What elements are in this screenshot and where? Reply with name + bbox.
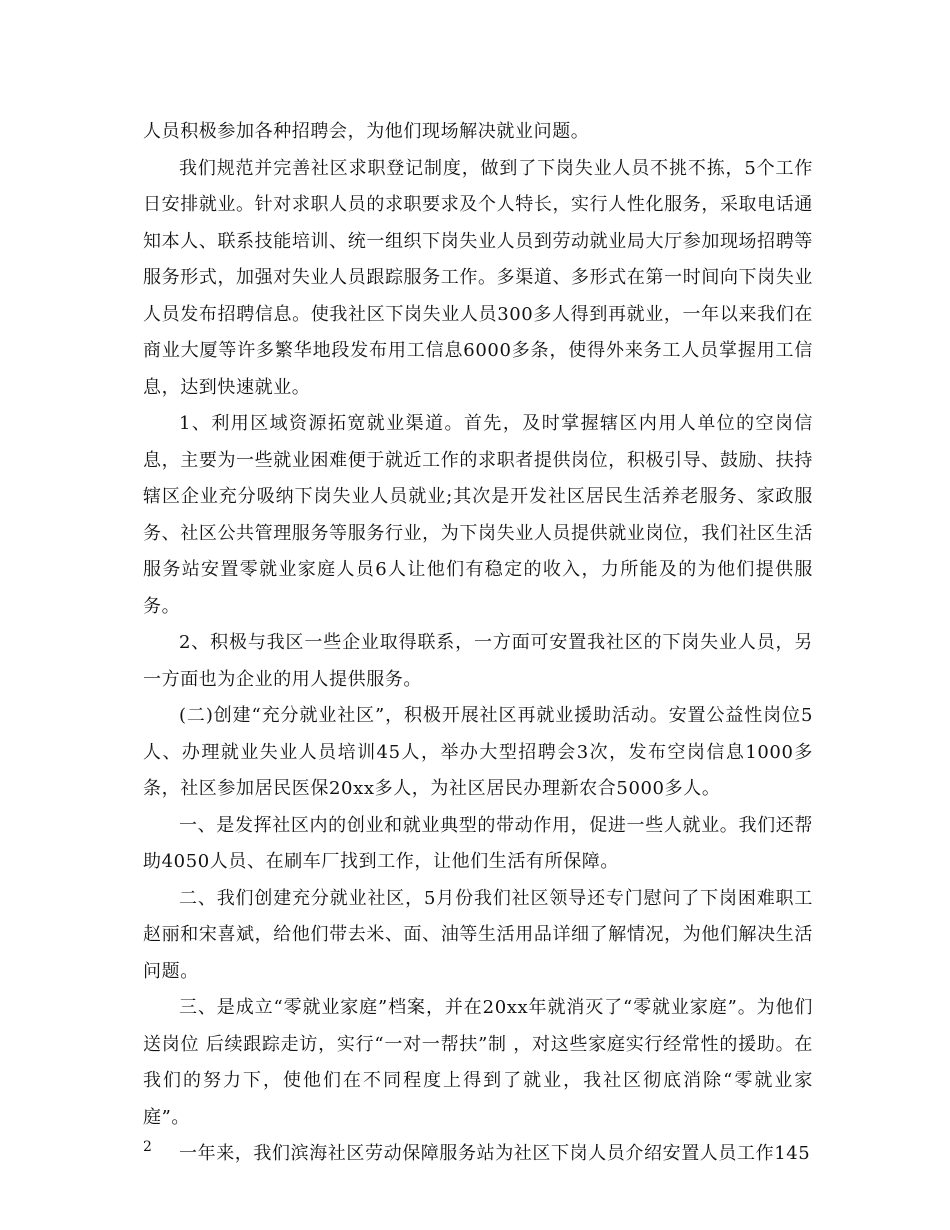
paragraph-8: 三、是成立“零就业家庭”档案，并在20xx年就消灭了“零就业家庭”。为他们送岗位 后续跟踪走访，实行“一对一帮扶”制 ，对这些家庭实行经常性的援助。在我们的努力下，使他们在不同程度上得到了就业，我社区彻底消除“零就业家庭”。 xyxy=(143,997,813,1128)
paragraph-7: 二、我们创建充分就业社区，5月份我们社区领导还专门慰问了下岗困难职工赵丽和宋喜斌，给他们带去米、面、油等生活用品详细了解情况，为他们解决生活问题。 xyxy=(143,887,813,982)
paragraph-2: 我们规范并完善社区求职登记制度，做到了下岗失业人员不挑不拣，5个工作日安排就业。针对求职人员的求职要求及个人特长，实行人性化服务，采取电话通知本人、联系技能培训、统一组织下岗失业人员到劳动就业局大厅参加现场招聘等服务形式，加强对失业人员跟踪服务工作。多渠道、多形式在第一时间向下岗失业人员发布招聘信息。使我社区下岗失业人员300多人得到再就业，一年以来我们在商业大厦等许多繁华地段发布用工信息6000多条，使得外来务工人员掌握用工信息，达到快速就业。 xyxy=(143,157,813,398)
paragraph-5: (二)创建“充分就业社区”，积极开展社区再就业援助活动。安置公益性岗位5人、办理就业失业人员培训45人，举办大型招聘会3次，发布空岗信息1000多条，社区参加居民医保20xx多人，为社区居民办理新农合5000多人。 xyxy=(143,705,813,799)
page-number: 2 xyxy=(143,1139,152,1155)
paragraph-3: 1、利用区域资源拓宽就业渠道。首先，及时掌握辖区内用人单位的空岗信息，主要为一些就业困难便于就近工作的求职者提供岗位，积极引导、鼓励、扶持辖区企业充分吸纳下岗失业人员就业;其次是开发社区居民生活养老服务、家政服务、社区公共管理服务等服务行业，为下岗失业人员提供就业岗位，我们社区生活服务站安置零就业家庭人员6人让他们有稳定的收入，力所能及的为他们提供服务。 xyxy=(143,413,813,617)
paragraph-4: 2、积极与我区一些企业取得联系，一方面可安置我社区的下岗失业人员，另一方面也为企业的用人提供服务。 xyxy=(143,632,813,690)
paragraph-6: 一、是发挥社区内的创业和就业典型的带动作用，促进一些人就业。我们还帮助4050人员、在刷车厂找到工作，让他们生活有所保障。 xyxy=(143,814,813,872)
paragraph-9: 一年来，我们滨海社区劳动保障服务站为社区下岗人员介绍安置人员工作145 xyxy=(179,1143,811,1164)
body-text xyxy=(143,114,813,1173)
paragraph-1: 人员积极参加各种招聘会，为他们现场解决就业问题。 xyxy=(143,121,590,142)
